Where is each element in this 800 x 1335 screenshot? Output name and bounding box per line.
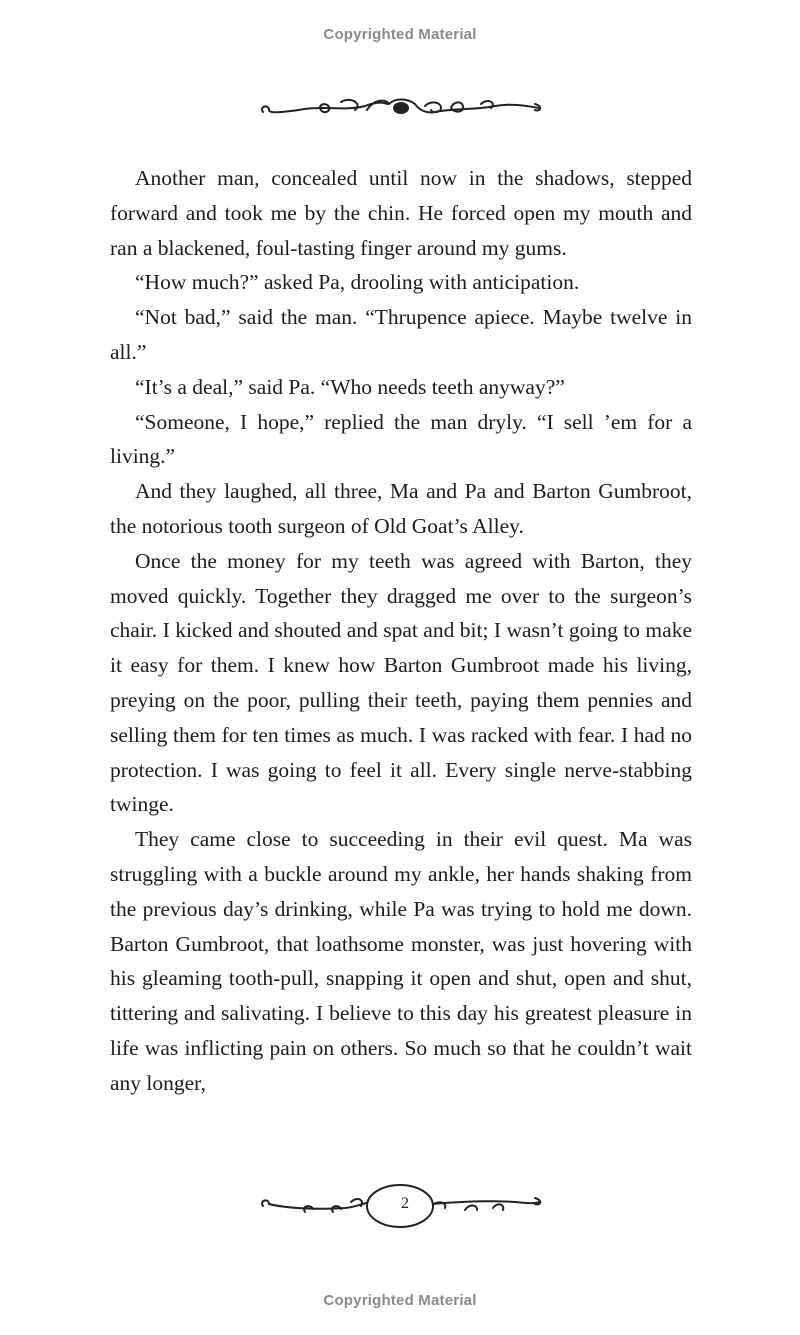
paragraph: Once the money for my teeth was agreed with Barton, they moved quickly. Together they dragged me over to the surgeon’s chair. I kicked and shouted and spat and bit; I wasn’t going to make it easy for them. I knew how Barton Gumbroot made his living, preying on the poor, pulling their teeth, paying them pennies and selling them for ten times as much. I was racked with fear. I had no protection. I was going to feel it all. Every single nerve-stabbing twinge. — [110, 548, 692, 817]
copyright-header: Copyrighted Material — [323, 26, 477, 43]
paragraph: And they laughed, all three, Ma and Pa and Barton Gumbroot, the notorious tooth surgeon of Old Goat’s Alley. — [110, 479, 692, 538]
paragraph: They came close to succeeding in their evil quest. Ma was struggling with a buckle around my ankle, her hands shaking from the previous day’s drinking, while Pa was trying to hold me down. Barton Gumbroot, that loathsome monster, was just hovering with his gleaming tooth-pull, snapping it open and shut, open and shut, tittering and salivating. I believe to this day his greatest pleasure in life was inflicting pain on others. So much so that he couldn’t wait any longer, — [110, 827, 692, 1095]
paragraph: Another man, concealed until now in the shadows, stepped forward and took me by the chin. He forced open my mouth and ran a blackened, foul-tasting finger around my gums. — [110, 166, 692, 260]
page-number: 2 — [401, 1195, 409, 1212]
top-flourish-ornament — [255, 92, 545, 122]
paragraph: “It’s a deal,” said Pa. “Who needs teeth anyway?” — [135, 374, 565, 399]
body-text — [110, 161, 692, 1101]
paragraph: “Not bad,” said the man. “Thrupence apiece. Maybe twelve in all.” — [110, 305, 692, 364]
copyright-footer: Copyrighted Material — [323, 1292, 477, 1309]
paragraph: “How much?” asked Pa, drooling with anticipation. — [135, 270, 580, 295]
paragraph: “Someone, I hope,” replied the man dryly. “I sell ’em for a living.” — [110, 409, 692, 469]
